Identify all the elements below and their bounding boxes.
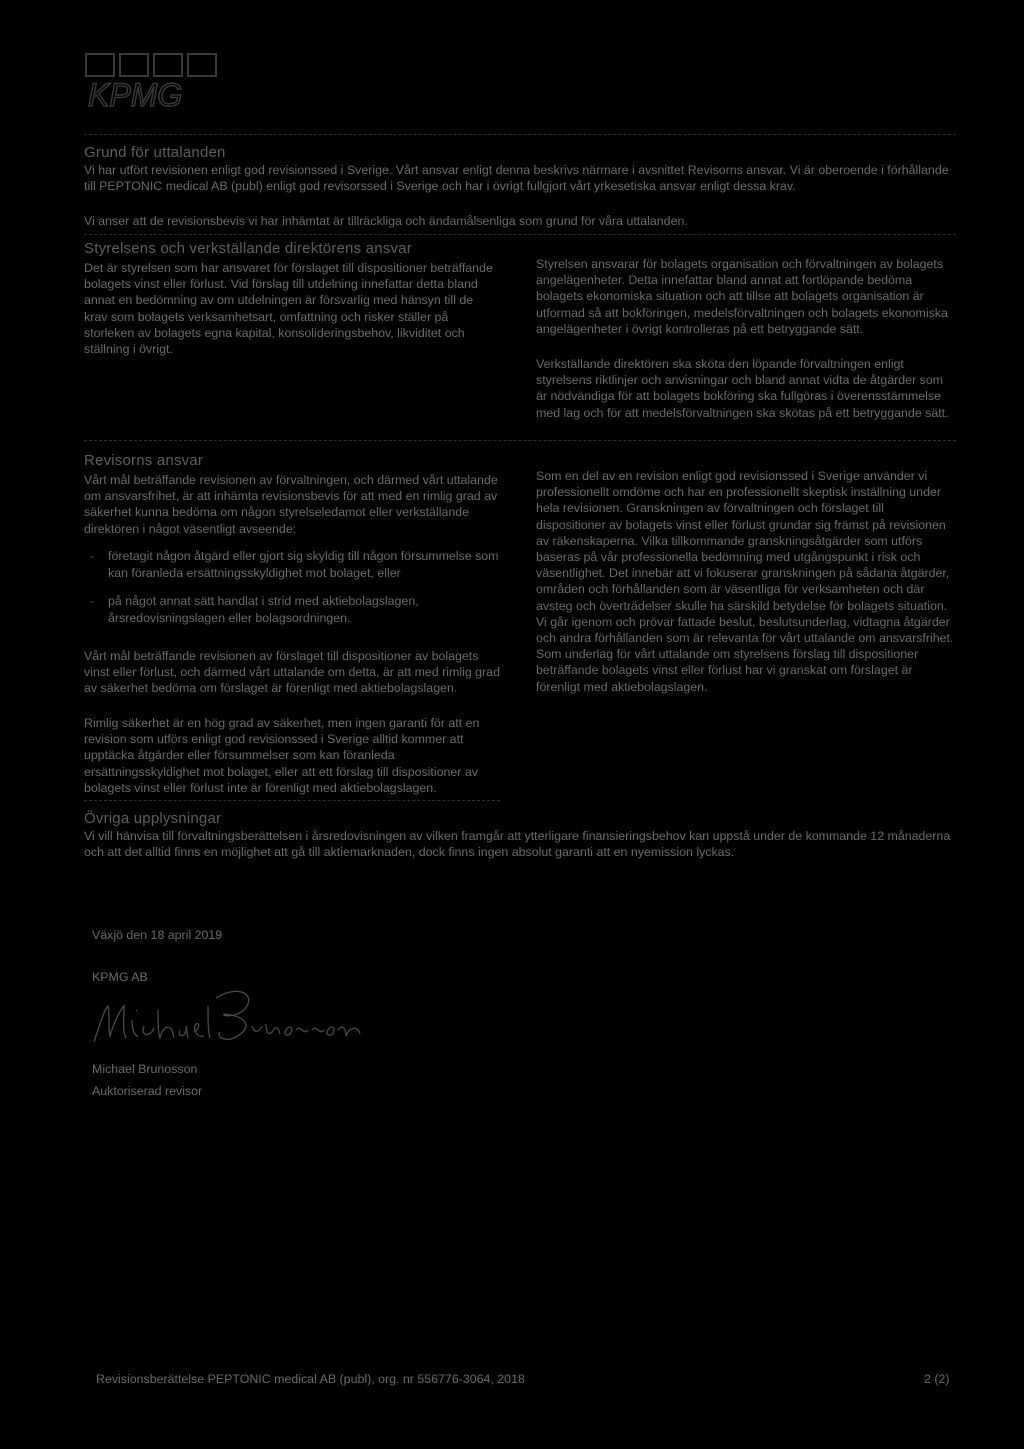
svg-text:KPMG: KPMG bbox=[88, 77, 183, 112]
revisorns-left-paragraph-2: Vårt mål beträffande revisionen av förslaget till dispositioner av bolagets vinst eller förlust, och därmed vårt uttalande om detta, är att med rimlig grad av säkerhet bedöma om förslaget är förenligt med aktiebolagslagen. bbox=[84, 649, 500, 696]
revisorns-right-paragraph: Som en del av en revision enligt god revisionssed i Sverige använder vi professionellt omdöme och har en professionellt skeptisk inställning under hela revisionen. Granskningen av förvaltningen och förslaget till dispositioner av bolagets vinst eller förlust grundar sig främst på revisionen av räkenskaperna. Vilka tillkommande granskningsåtgärder som utförs baseras på vår professionella bedömning med utgångspunkt i risk och väsentlighet. Det innebär att vi fokuserar granskningen på sådana åtgärder, områden och förhållanden som är väsentliga för verksamheten och där avsteg och överträdelser skulle ha särskild betydelse för bolagets situation. Vi går igenom och prövar fattade beslut, beslutsunderlag, vidtagna åtgärder och andra förhållanden som är relevanta för vårt uttalande om ansvarsfrihet. Som underlag för vårt uttalande om styrelsens förslag till dispositioner beträffande bolagets vinst eller förlust har vi granskat om förslaget är förenligt med aktiebolagslagen. bbox=[536, 469, 954, 694]
page-number: 2 (2) bbox=[924, 1372, 950, 1386]
section-title-ovriga: Övriga upplysningar bbox=[84, 810, 222, 827]
styrelsen-right-paragraph-2: Verkställande direktören ska sköta den löpande förvaltningen enligt styrelsens riktlinjer och anvisningar och bland annat vidta de åtgärder som är nödvändiga för att bolagets bokföring ska fullgöras i överensstämmelse med lag och för att medelsförvaltningen ska skötas på ett betryggande sätt. bbox=[536, 357, 949, 420]
signer-name: Michael Brunosson bbox=[92, 1062, 198, 1076]
revisorns-bullet-list bbox=[84, 548, 500, 638]
divider bbox=[84, 800, 500, 801]
divider bbox=[84, 440, 956, 441]
firm-name: KPMG AB bbox=[92, 970, 148, 984]
list-item: - företagit någon åtgärd eller gjort sig skyldig till någon försummelse som kan föranleda ersättningsskyldighet mot bolaget, eller bbox=[84, 548, 500, 582]
kpmg-logo bbox=[84, 52, 224, 112]
signer-role: Auktoriserad revisor bbox=[92, 1084, 203, 1098]
list-item: - på något annat sätt handlat i strid med aktiebolagslagen, årsredovisningslagen eller bolagsordningen. bbox=[84, 593, 500, 627]
kpmg-logo-mark bbox=[84, 52, 224, 112]
revisorns-left-paragraph-1: Vårt mål beträffande revisionen av förvaltningen, och därmed vårt uttalande om ansvarsfrihet, är att inhämta revisionsbevis för att med en rimlig grad av säkerhet kunna bedöma om någon styrelseledamot eller verkställande direktören i något väsentligt avseende: bbox=[84, 473, 498, 536]
divider bbox=[84, 134, 956, 135]
styrelsen-left-paragraph: Det är styrelsen som har ansvaret för förslaget till dispositioner beträffande bolagets vinst eller förlust. Vid förslag till utdelning innefattar detta bland annat en bedömning av om utdelningen är försvarlig med hänsyn till de krav som bolagets verksamhetsart, omfattning och risker ställer på storleken av bolagets egna kapital, konsolideringsbehov, likviditet och ställning i övrigt. bbox=[84, 261, 493, 357]
section-title-grund: Grund för uttalanden bbox=[84, 144, 226, 161]
handwritten-signature bbox=[88, 980, 378, 1060]
place-date: Växjö den 18 april 2019 bbox=[92, 928, 223, 942]
grund-paragraph-1: Vi har utfört revisionen enligt god revisionssed i Sverige. Vårt ansvar enligt denna beskrivs närmare i avsnittet Revisorns ansvar. Vi är oberoende i förhållande till PEPTONIC medical AB (publ) enligt god revisorssed i Sverige och har i övrigt fullgjort vårt yrkesetiska ansvar enligt dessa krav. bbox=[84, 163, 949, 194]
ovriga-paragraph: Vi vill hänvisa till förvaltningsberättelsen i årsredovisningen av vilken framgår att ytterligare finansieringsbehov kan uppstå under de kommande 12 månaderna och att det alltid finns en möjlighet att gå till aktiemarknaden, dock finns ingen absolut garanti att en nyemission lyckas. bbox=[84, 829, 951, 860]
styrelsen-right-paragraph-1: Styrelsen ansvarar för bolagets organisation och förvaltningen av bolagets angelägenheter. Detta innefattar bland annat att fortlöpande bedöma bolagets ekonomiska situation och att tillse att bolagets organisation är utformad så att bokföringen, medelsförvaltningen och bolagets ekonomiska angelägenheter i övrigt kontrolleras på ett betryggande sätt. bbox=[536, 257, 948, 336]
grund-paragraph-2: Vi anser att de revisionsbevis vi har inhämtat är tillräckliga och ändamålsenliga som grund för våra uttalanden. bbox=[84, 214, 688, 228]
footer-text: Revisionsberättelse PEPTONIC medical AB (publ), org. nr 556776-3064, 2018 bbox=[96, 1372, 525, 1386]
revisorns-left-paragraph-3: Rimlig säkerhet är en hög grad av säkerhet, men ingen garanti för att en revision som utförs enligt god revisionssed i Sverige alltid kommer att upptäcka åtgärder eller försummelser som kan föranleda ersättningsskyldighet mot bolaget, eller att ett förslag till dispositioner av bolagets vinst eller förlust inte är förenligt med aktiebolagslagen. bbox=[84, 716, 480, 795]
section-title-revisorns: Revisorns ansvar bbox=[84, 452, 204, 469]
divider bbox=[84, 234, 956, 235]
section-title-styrelsen: Styrelsens och verkställande direktörens ansvar bbox=[84, 240, 412, 257]
